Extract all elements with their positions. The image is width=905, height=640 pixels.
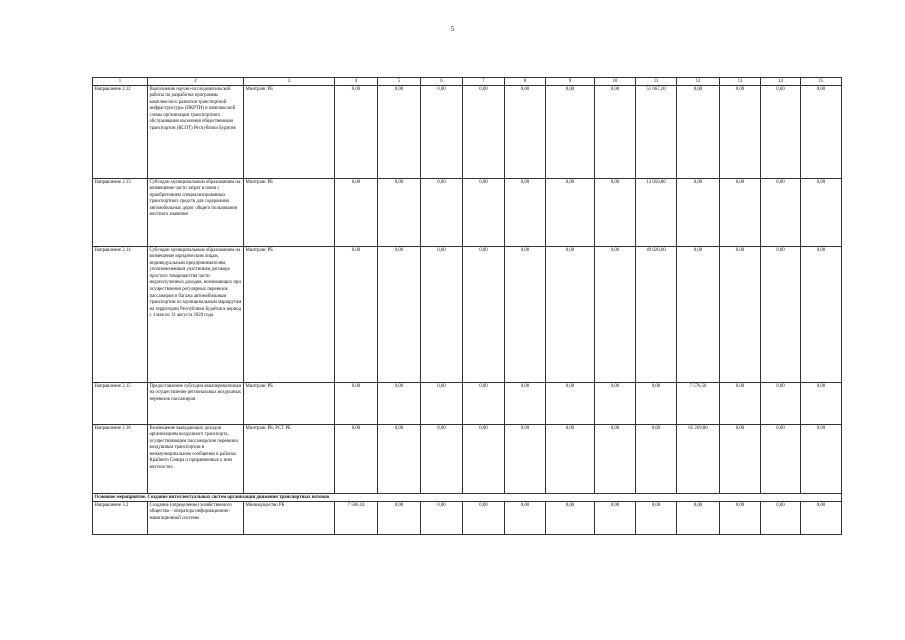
column-header: 6 xyxy=(421,78,463,86)
value-cell: 0,00 xyxy=(636,425,677,494)
value-cell: 0,00 xyxy=(378,86,421,179)
value-cell: 0,00 xyxy=(335,425,378,494)
value-cell: 0,00 xyxy=(595,425,636,494)
value-cell: 0,00 xyxy=(546,502,595,535)
section-row xyxy=(93,494,842,502)
value-cell: 0,00 xyxy=(546,179,595,247)
section-title: Основное мероприятие. Создание интеллектуальных систем организации движения транспортных потоков xyxy=(93,494,842,502)
value-cell: 0,00 xyxy=(761,502,801,535)
value-cell: 0,00 xyxy=(335,179,378,247)
value-cell: 65 269,80 xyxy=(677,425,720,494)
value-cell: 0,00 xyxy=(720,179,761,247)
value-cell: 0,00 xyxy=(378,247,421,383)
value-cell: 0,00 xyxy=(720,247,761,383)
column-header: 5 xyxy=(378,78,421,86)
value-cell: 0,00 xyxy=(421,247,463,383)
column-header: 15 xyxy=(801,78,842,86)
executor-cell: Минтранс РБ, РСТ РБ xyxy=(244,425,335,494)
value-cell: 0,00 xyxy=(677,86,720,179)
value-cell: 0,00 xyxy=(761,383,801,425)
value-cell: 51 667,20 xyxy=(636,86,677,179)
budget-table xyxy=(92,77,842,535)
value-cell: 0,00 xyxy=(463,247,505,383)
value-cell: 0,00 xyxy=(801,86,842,179)
value-cell: 0,00 xyxy=(463,502,505,535)
table-row xyxy=(93,383,842,425)
column-header: 10 xyxy=(595,78,636,86)
value-cell: 0,00 xyxy=(463,86,505,179)
value-cell: 0,00 xyxy=(677,502,720,535)
value-cell: 0,00 xyxy=(378,179,421,247)
column-header: 11 xyxy=(636,78,677,86)
value-cell: 0,00 xyxy=(421,383,463,425)
value-cell: 0,00 xyxy=(761,86,801,179)
value-cell: 0,00 xyxy=(463,383,505,425)
value-cell: 0,00 xyxy=(505,383,546,425)
value-cell: 0,00 xyxy=(761,247,801,383)
name-cell: Возмещение выпадающих доходов организациям воздушного транспорта, осуществляющим пассажирские перевозки воздушным транспортом в межмуниципальном сообщении в районах Крайнего Севера и приравненных к ним местностях xyxy=(148,425,244,494)
value-cell: 0,00 xyxy=(378,383,421,425)
value-cell: 0,00 xyxy=(720,383,761,425)
table-row xyxy=(93,247,842,383)
table-row xyxy=(93,179,842,247)
column-header: 13 xyxy=(720,78,761,86)
value-cell: 0,00 xyxy=(505,86,546,179)
value-cell: 0,00 xyxy=(421,86,463,179)
value-cell: 0,00 xyxy=(546,86,595,179)
page-number: 5 xyxy=(450,25,455,33)
direction-cell: Направление 2.16 xyxy=(93,425,148,494)
value-cell: 0,00 xyxy=(335,383,378,425)
direction-cell: Направление 2.13 xyxy=(93,179,148,247)
direction-cell: Направление 2.15 xyxy=(93,383,148,425)
header-row xyxy=(93,78,842,86)
executor-cell: Минтранс РБ xyxy=(244,179,335,247)
value-cell: 49 020,00 xyxy=(636,247,677,383)
direction-cell: Направление 2.14 xyxy=(93,247,148,383)
value-cell: 0,00 xyxy=(505,425,546,494)
value-cell: 0,00 xyxy=(335,86,378,179)
value-cell: 0,00 xyxy=(636,383,677,425)
value-cell: 0,00 xyxy=(720,425,761,494)
direction-cell: Направление 2.12 xyxy=(93,86,148,179)
column-header: 14 xyxy=(761,78,801,86)
value-cell: 0,00 xyxy=(505,247,546,383)
column-header: 7 xyxy=(463,78,505,86)
value-cell: 0,00 xyxy=(801,247,842,383)
name-cell: Выполнение научно-исследовательской работы по разработке программы комплексного развития транспортной инфраструктуры (ПКРТИ) и комплексной схемы организации транспортного обслуживания населения общественным транспортом (КСОТ) Республики Бурятия xyxy=(148,86,244,179)
value-cell: 13 050,00 xyxy=(636,179,677,247)
name-cell: Субсидии муниципальным образованиям на возмещение части затрат в связи с приобретением специализированных транспортных средств для содержания автомобильных дорог общего пользования местного значения xyxy=(148,179,244,247)
value-cell: 0,00 xyxy=(801,383,842,425)
value-cell: 0,00 xyxy=(595,502,636,535)
value-cell: 0,00 xyxy=(595,247,636,383)
column-header: 4 xyxy=(335,78,378,86)
value-cell: 0,00 xyxy=(546,383,595,425)
value-cell: 0,00 xyxy=(378,502,421,535)
column-header: 3 xyxy=(244,78,335,86)
column-header: 9 xyxy=(546,78,595,86)
table-row xyxy=(93,86,842,179)
executor-cell: Минтранс РБ xyxy=(244,247,335,383)
name-cell: Субсидии муниципальным образованиям на возмещение юридическим лицам, индивидуальным предпринимателям, уполномоченным участникам договора простого товарищества части недополученных доходов, возникающих при осуществлении регулярных перевозок пассажиров и багажа автомобильным транспортом по муниципальным маршрутам на территории Республики Бурятия в период с 1 мая по 31 августа 2020 года xyxy=(148,247,244,383)
table-row xyxy=(93,425,842,494)
value-cell: 0,00 xyxy=(720,502,761,535)
value-cell: 0,00 xyxy=(595,383,636,425)
value-cell: 0,00 xyxy=(463,425,505,494)
name-cell: Предоставление субсидии авиаперевозчикам на осуществление региональных воздушных перевозок пассажиров xyxy=(148,383,244,425)
value-cell: 0,00 xyxy=(801,502,842,535)
value-cell: 7 576,50 xyxy=(677,383,720,425)
value-cell: 0,00 xyxy=(505,502,546,535)
executor-cell: Минтранс РБ xyxy=(244,383,335,425)
value-cell: 0,00 xyxy=(636,502,677,535)
value-cell: 0,00 xyxy=(335,247,378,383)
value-cell: 0,00 xyxy=(677,247,720,383)
value-cell: 0,00 xyxy=(378,425,421,494)
executor-cell: Минимущество РБ xyxy=(244,502,335,535)
value-cell: 0,00 xyxy=(546,425,595,494)
value-cell: 0,00 xyxy=(677,179,720,247)
table-row xyxy=(93,502,842,535)
value-cell: 0,00 xyxy=(595,86,636,179)
value-cell: 0,00 xyxy=(801,425,842,494)
value-cell: 0,00 xyxy=(421,179,463,247)
value-cell: 0,00 xyxy=(421,502,463,535)
column-header: 8 xyxy=(505,78,546,86)
value-cell: 0,00 xyxy=(505,179,546,247)
column-header: 12 xyxy=(677,78,720,86)
executor-cell: Минтранс РБ xyxy=(244,86,335,179)
value-cell: 0,00 xyxy=(761,425,801,494)
value-cell: 0,00 xyxy=(720,86,761,179)
column-header: 1 xyxy=(93,78,148,86)
value-cell: 0,00 xyxy=(801,179,842,247)
column-header: 2 xyxy=(148,78,244,86)
value-cell: 0,00 xyxy=(463,179,505,247)
value-cell: 7 566,10 xyxy=(335,502,378,535)
value-cell: 0,00 xyxy=(761,179,801,247)
direction-cell: Направление 3.2 xyxy=(93,502,148,535)
name-cell: Создание (определение) хозяйственного общества – оператора информационно-навигационной системы xyxy=(148,502,244,535)
value-cell: 0,00 xyxy=(595,179,636,247)
value-cell: 0,00 xyxy=(421,425,463,494)
value-cell: 0,00 xyxy=(546,247,595,383)
